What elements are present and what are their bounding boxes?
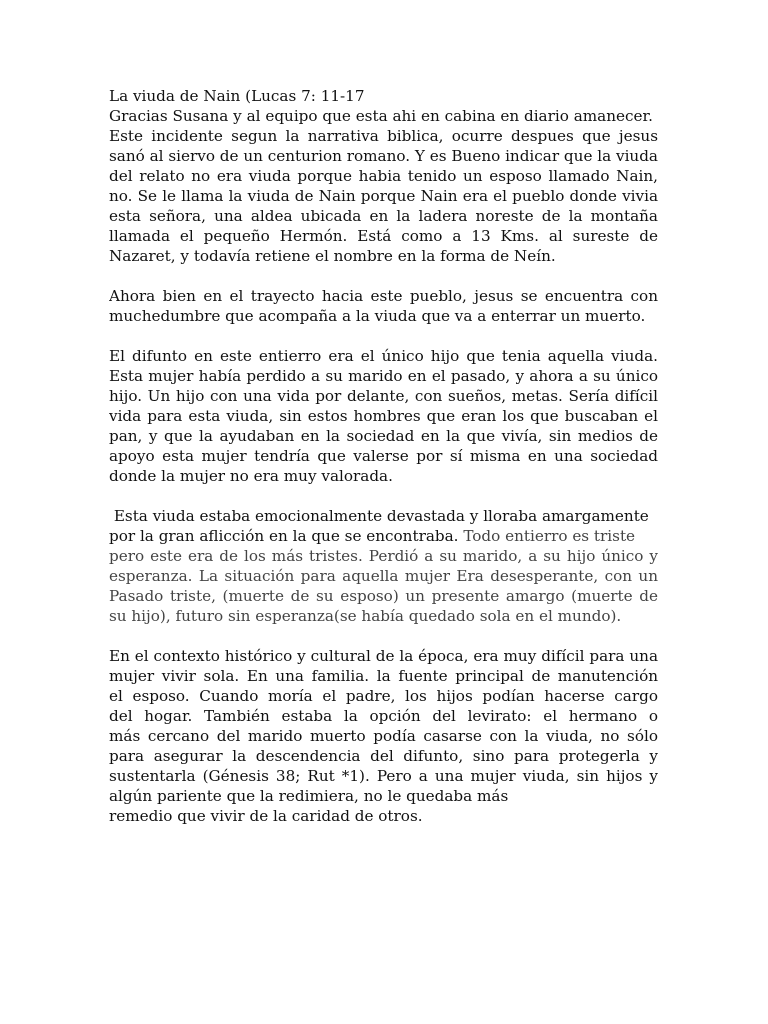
document-title: La viuda de Nain (Lucas 7: 11-17 [109,87,365,105]
paragraph-line: remedio que vivir de la caridad de otros. [109,807,423,825]
paragraph-line: pero este era de los más tristes. Perdió a su marido, a su hijo único y [109,547,658,565]
paragraph-line: más cercano del marido muerto podía casarse con la viuda, no sólo [109,727,658,745]
paragraph-4 [109,506,658,626]
paragraph-line: Ahora bien en el trayecto hacia este pueblo, jesus se encuentra con [109,287,658,305]
paragraph-line: hijo. Un hijo con una vida por delante, con sueños, metas. Sería difícil [109,387,658,405]
paragraph-line: mujer vivir sola. En una familia. la fuente principal de manutención [109,667,658,685]
paragraph-line: vida para esta viuda, sin estos hombres que eran los que buscaban el [109,407,658,425]
paragraph-line: Esta mujer había perdido a su marido en el pasado, y ahora a su único [109,367,658,385]
paragraph-5 [109,646,658,826]
paragraph-line: pan, y que la ayudaban en la sociedad en la que vivía, sin medios de [109,427,658,445]
paragraph-text-dark: por la gran aflicción en la que se encontraba. [109,527,459,545]
paragraph-line: Pasado triste, (muerte de su esposo) un presente amargo (muerte de [109,587,658,605]
paragraph-line: muchedumbre que acompaña a la viuda que va a enterrar un muerto. [109,307,646,325]
paragraph-line: Esta viuda estaba emocionalmente devastada y lloraba amargamente [109,507,649,525]
paragraph-line: no. Se le llama la viuda de Nain porque Nain era el pueblo donde vivia [109,187,658,205]
paragraph-line: Nazaret, y todavía retiene el nombre en la forma de Neín. [109,247,556,265]
paragraph-line: sustentarla (Génesis 38; Rut *1). Pero a una mujer viuda, sin hijos y [109,767,658,785]
paragraph-line: apoyo esta mujer tendría que valerse por sí misma en una sociedad [109,447,658,465]
paragraph-1 [109,106,658,266]
paragraph-line: En el contexto histórico y cultural de la época, era muy difícil para una [109,647,658,665]
paragraph-text-gray: Todo entierro es triste [458,527,636,545]
paragraph-line: esta señora, una aldea ubicada en la ladera noreste de la montaña [109,207,658,225]
paragraph-line: del relato no era viuda porque habia tenido un esposo llamado Nain, [109,167,658,185]
paragraph-line: sanó al siervo de un centurion romano. Y es Bueno indicar que la viuda [109,147,658,165]
paragraph-line: llamada el pequeño Hermón. Está como a 13 Kms. al sureste de [109,227,658,245]
paragraph-line-mixed [109,526,658,546]
paragraph-line: su hijo), futuro sin esperanza(se había quedado sola en el mundo). [109,607,622,625]
paragraph-line: El difunto en este entierro era el único hijo que tenia aquella viuda. [109,347,658,365]
paragraph-line: Gracias Susana y al equipo que esta ahi en cabina en diario amanecer. [109,107,653,125]
paragraph-line: el esposo. Cuando moría el padre, los hijos podían hacerse cargo [109,687,658,705]
document-body [109,86,658,826]
paragraph-3 [109,346,658,486]
paragraph-line: para asegurar la descendencia del difunto, sino para protegerla y [109,747,658,765]
paragraph-2 [109,286,658,326]
paragraph-line: algún pariente que la redimiera, no le quedaba más [109,787,509,805]
paragraph-line: del hogar. También estaba la opción del levirato: el hermano o [109,707,658,725]
paragraph-line: Este incidente segun la narrativa biblica, ocurre despues que jesus [109,127,658,145]
paragraph-line: esperanza. La situación para aquella mujer Era desesperante, con un [109,567,658,585]
paragraph-line: donde la mujer no era muy valorada. [109,467,393,485]
